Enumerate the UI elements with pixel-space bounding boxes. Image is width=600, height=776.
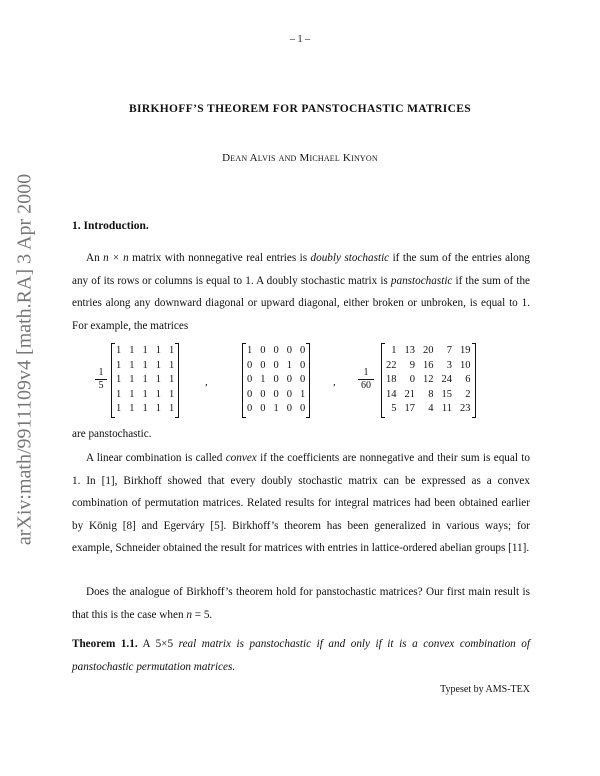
intro-paragraph-2: are panstochastic.	[72, 428, 152, 440]
theorem-body: real matrix is panstochastic if and only if it is a convex combination of panstochastic permutation matrices.	[72, 638, 531, 673]
matrix-entry: 0	[286, 374, 292, 385]
matrix-1-row	[112, 359, 178, 374]
matrix-entry: 0	[247, 359, 253, 371]
p1-text-d: if the sum of the entries along any downward diagonal or upward diagonal, either broken or unbroken, is equal to 1. For example, the matrices	[72, 274, 530, 332]
matrix-entry: 1	[116, 403, 122, 414]
matrix-entry: 0	[260, 403, 266, 414]
matrix-entry: 1	[142, 388, 148, 400]
matrix-3-row	[382, 373, 475, 388]
intro-paragraph-4	[72, 581, 530, 626]
matrix-entry: 1	[169, 374, 175, 385]
matrix-entry: 12	[423, 374, 434, 385]
matrix-entry: 1	[169, 345, 175, 356]
matrix-entry: 1	[129, 345, 135, 356]
matrix-2-row	[243, 373, 309, 388]
matrix-entry: 9	[409, 359, 415, 371]
matrix-entry: 1	[273, 403, 279, 414]
matrix-1-numerator: 1	[95, 367, 107, 380]
page-number: – 1 –	[290, 34, 310, 45]
matrix-entry: 0	[260, 388, 266, 400]
p4-text-b: = 5.	[191, 608, 213, 621]
p1-text-a: An	[86, 252, 104, 264]
matrix-entry: 1	[155, 388, 161, 400]
matrix-3-denominator: 60	[361, 380, 371, 391]
matrix-2-row	[243, 388, 309, 403]
matrix-entry: 0	[409, 374, 415, 385]
matrix-2-row	[243, 344, 309, 359]
matrix-entry: 5	[391, 403, 397, 414]
matrix-1-scalar	[95, 367, 107, 392]
matrix-entry: 1	[155, 374, 161, 385]
matrix-entry: 0	[260, 345, 266, 356]
matrix-entry: 1	[129, 388, 135, 400]
matrix-entry: 1	[155, 345, 161, 356]
p1-text-b: matrix with nonnegative real entries is	[128, 252, 311, 264]
matrix-entry: 14	[386, 388, 397, 400]
matrix-entry: 1	[155, 403, 161, 414]
section-heading: 1. Introduction.	[72, 220, 149, 232]
authors: Dean Alvis and Michael Kinyon	[222, 152, 378, 164]
matrix-2	[242, 343, 310, 418]
matrix-2-row	[243, 359, 309, 374]
matrix-1	[111, 343, 179, 418]
matrix-entry: 0	[273, 388, 279, 400]
p3-em-convex: convex	[225, 452, 257, 464]
matrix-entry: 16	[423, 359, 434, 371]
matrix-entry: 24	[441, 374, 452, 385]
matrix-entry: 0	[300, 403, 306, 414]
matrix-entry: 1	[300, 388, 306, 400]
typeset-footer: Typeset by AMS-TEX	[440, 684, 530, 695]
p1-var: n × n	[103, 252, 129, 264]
intro-paragraph-1	[72, 247, 530, 337]
matrix-entry: 20	[423, 345, 434, 356]
matrix-3-scalar	[358, 367, 374, 392]
matrix-entry: 11	[441, 403, 452, 414]
matrix-entry: 1	[116, 374, 122, 385]
matrix-entry: 8	[428, 388, 434, 400]
matrix-1-denominator: 5	[98, 380, 104, 391]
matrix-3-numerator: 1	[358, 367, 374, 380]
matrix-entry: 1	[129, 403, 135, 414]
matrix-entry: 6	[465, 374, 471, 385]
matrix-entry: 18	[386, 374, 397, 385]
matrix-entry: 1	[169, 359, 175, 371]
matrix-entry: 13	[404, 345, 415, 356]
p4-text-a: Does the analogue of Birkhoff’s theorem hold for panstochastic matrices? Our first main result is that this is the case when	[72, 586, 530, 621]
p1-em-doubly-stochastic: doubly stochastic	[310, 252, 390, 264]
matrix-entry: 3	[446, 359, 452, 371]
matrix-2-row	[243, 402, 309, 417]
matrix-entry: 0	[247, 374, 253, 385]
matrix-entry: 0	[300, 374, 306, 385]
matrix-1-row	[112, 388, 178, 403]
matrix-entry: 23	[460, 403, 471, 414]
matrix-entry: 21	[404, 388, 415, 400]
matrix-entry: 0	[286, 403, 292, 414]
matrix-entry: 1	[286, 359, 292, 371]
matrix-3-row	[382, 344, 475, 359]
intro-paragraph-3	[72, 447, 530, 560]
matrix-entry: 0	[247, 403, 253, 414]
p3-text-a: A linear combination is called	[86, 452, 226, 464]
theorem-text-a: A 5×5	[137, 638, 179, 650]
matrix-entry: 1	[129, 359, 135, 371]
matrix-1-row	[112, 402, 178, 417]
matrix-entry: 1	[142, 345, 148, 356]
matrix-separator-2: ,	[333, 376, 336, 388]
matrix-entry: 22	[386, 359, 397, 371]
matrix-entry: 1	[169, 388, 175, 400]
matrix-entry: 1	[260, 374, 266, 385]
matrix-entry: 0	[273, 374, 279, 385]
theorem-1-1	[72, 633, 530, 678]
matrix-entry: 1	[142, 374, 148, 385]
matrix-entry: 15	[441, 388, 452, 400]
arxiv-stamp: arXiv:math/9911109v4 [math.RA] 3 Apr 2000	[13, 173, 36, 546]
matrix-1-row	[112, 344, 178, 359]
matrix-3	[381, 343, 476, 418]
p3-text-b: if the coefficients are nonnegative and their sum is equal to 1. In [1], Birkhoff showed that every doubly stochastic matrix can be expressed as a convex combination of permutation matrices. Related results for integral matrices had been obtained earlier by König [8] and Egerváry [5]. Birkhoff’s theorem has been generalized in various ways; for example, Schneider obtained the result for matrices with entries in lattice-ordered abelian groups [11].	[72, 452, 530, 554]
matrix-entry: 7	[446, 345, 452, 356]
matrix-entry: 0	[300, 345, 306, 356]
matrix-entry: 0	[286, 345, 292, 356]
matrix-separator-1: ,	[205, 376, 208, 388]
matrix-entry: 4	[428, 403, 434, 414]
matrix-entry: 0	[286, 388, 292, 400]
matrix-entry: 0	[273, 345, 279, 356]
matrix-entry: 17	[404, 403, 415, 414]
matrix-entry: 1	[247, 345, 253, 356]
matrix-entry: 1	[142, 359, 148, 371]
matrix-entry: 0	[273, 359, 279, 371]
matrix-entry: 0	[300, 359, 306, 371]
matrix-entry: 1	[155, 359, 161, 371]
matrix-entry: 19	[460, 345, 471, 356]
matrix-entry: 1	[116, 359, 122, 371]
matrix-3-row	[382, 359, 475, 374]
matrix-entry: 1	[116, 388, 122, 400]
p1-em-panstochastic: panstochastic	[390, 274, 453, 287]
matrix-3-row	[382, 388, 475, 403]
matrix-entry: 1	[391, 345, 397, 356]
matrix-entry: 10	[460, 359, 471, 371]
matrix-1-row	[112, 373, 178, 388]
matrix-entry: 1	[142, 403, 148, 414]
paper-title: BIRKHOFF’S THEOREM FOR PANSTOCHASTIC MATRICES	[128, 103, 472, 115]
matrix-entry: 1	[129, 374, 135, 385]
matrix-entry: 1	[116, 345, 122, 356]
p4-var: n	[186, 608, 192, 621]
matrix-3-row	[382, 402, 475, 417]
matrix-entry: 1	[169, 403, 175, 414]
matrix-entry: 2	[465, 388, 471, 400]
example-matrices	[95, 343, 535, 417]
p1-text-c: if the sum of the entries along any of its rows or columns is equal to 1. A doubly stochastic matrix is	[72, 252, 530, 287]
theorem-label: Theorem 1.1.	[72, 638, 138, 650]
matrix-entry: 0	[247, 388, 253, 400]
matrix-entry: 0	[260, 359, 266, 371]
